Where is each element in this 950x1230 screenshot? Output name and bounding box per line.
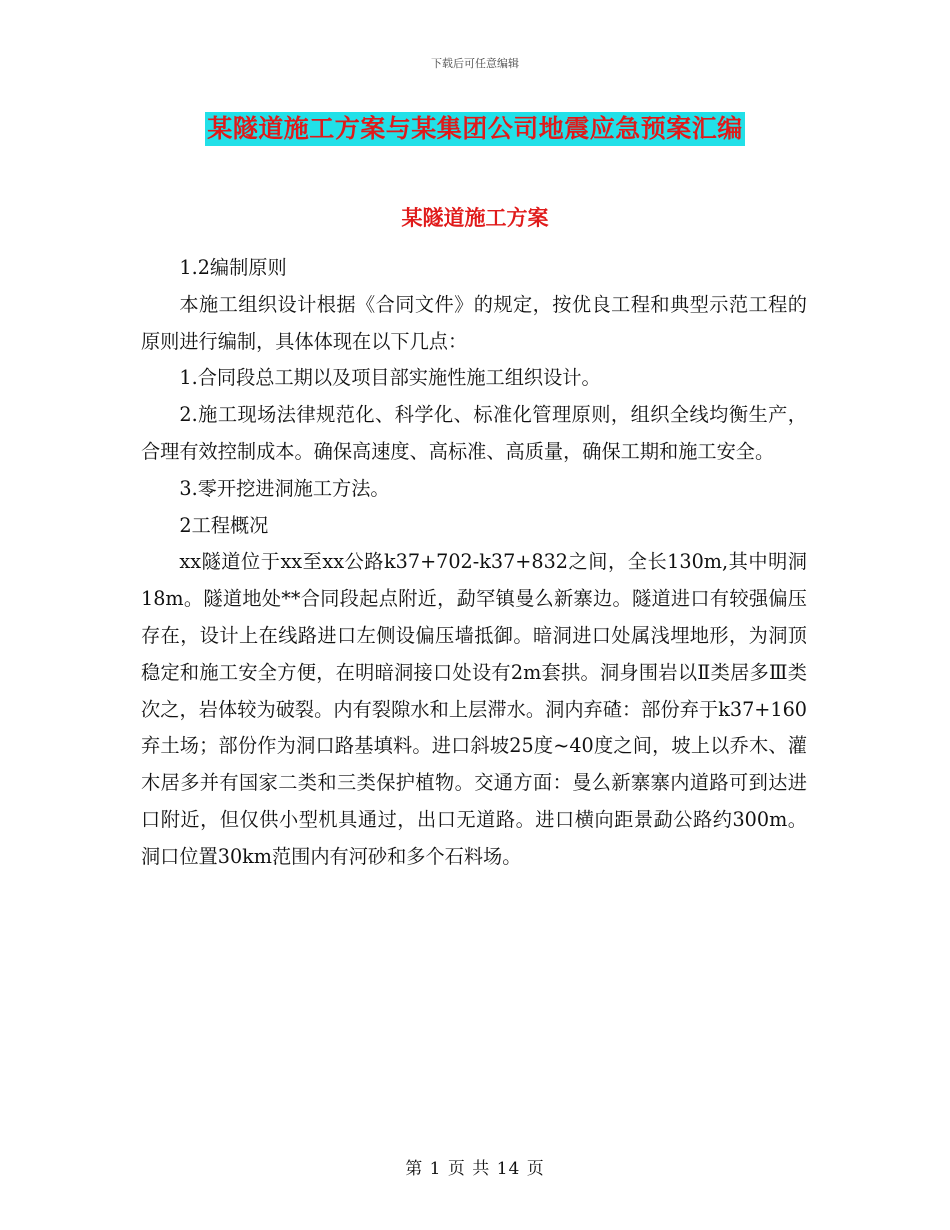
document-body [141, 250, 807, 876]
main-title-container [0, 112, 950, 146]
list-item-1: 1.合同段总工期以及项目部实施性施工组织设计。 [179, 366, 601, 390]
list-item-3: 3.零开挖进洞施工方法。 [179, 476, 390, 500]
paragraph-overview: xx隧道位于xx至xx公路k37+702-k37+832之间，全长130m,其中明洞18m。隧道地处**合同段起点附近，勐罕镇曼么新寨边。隧道进口有较强偏压存在，设计上在线路进口左侧设偏压墙抵御。暗洞进口处属浅埋地形，为洞顶稳定和施工安全方便，在明暗洞接口处设有2m套拱。洞身围岩以Ⅱ类居多Ⅲ类次之，岩体较为破裂。内有裂隙水和上层滞水。洞内弃碴：部份弃于k37+160弃土场；部份作为洞口路基填料。进口斜坡25度~40度之间，坡上以乔木、灌木居多并有国家二类和三类保护植物。交通方面：曼么新寨寨内道路可到达进口附近，但仅供小型机具通过，出口无道路。进口横向距景勐公路约300m。洞口位置30km范围内有河砂和多个石料场。 [141, 550, 807, 868]
heading-compilation-principles: 1.2编制原则 [179, 256, 287, 279]
section-title: 某隧道施工方案 [401, 206, 549, 230]
heading-project-overview: 2工程概况 [179, 513, 269, 537]
header-note: 下载后可任意编辑 [431, 57, 519, 70]
page-number: 第 1 页 共 14 页 [405, 1159, 545, 1179]
paragraph-intro: 本施工组织设计根据《合同文件》的规定，按优良工程和典型示范工程的原则进行编制，具体体现在以下几点： [141, 292, 807, 353]
document-title: 某隧道施工方案与某集团公司地震应急预案汇编 [205, 112, 745, 146]
list-item-2: 2.施工现场法律规范化、科学化、标准化管理原则，组织全线均衡生产，合理有效控制成本。确保高速度、高标准、高质量，确保工期和施工安全。 [141, 403, 807, 463]
